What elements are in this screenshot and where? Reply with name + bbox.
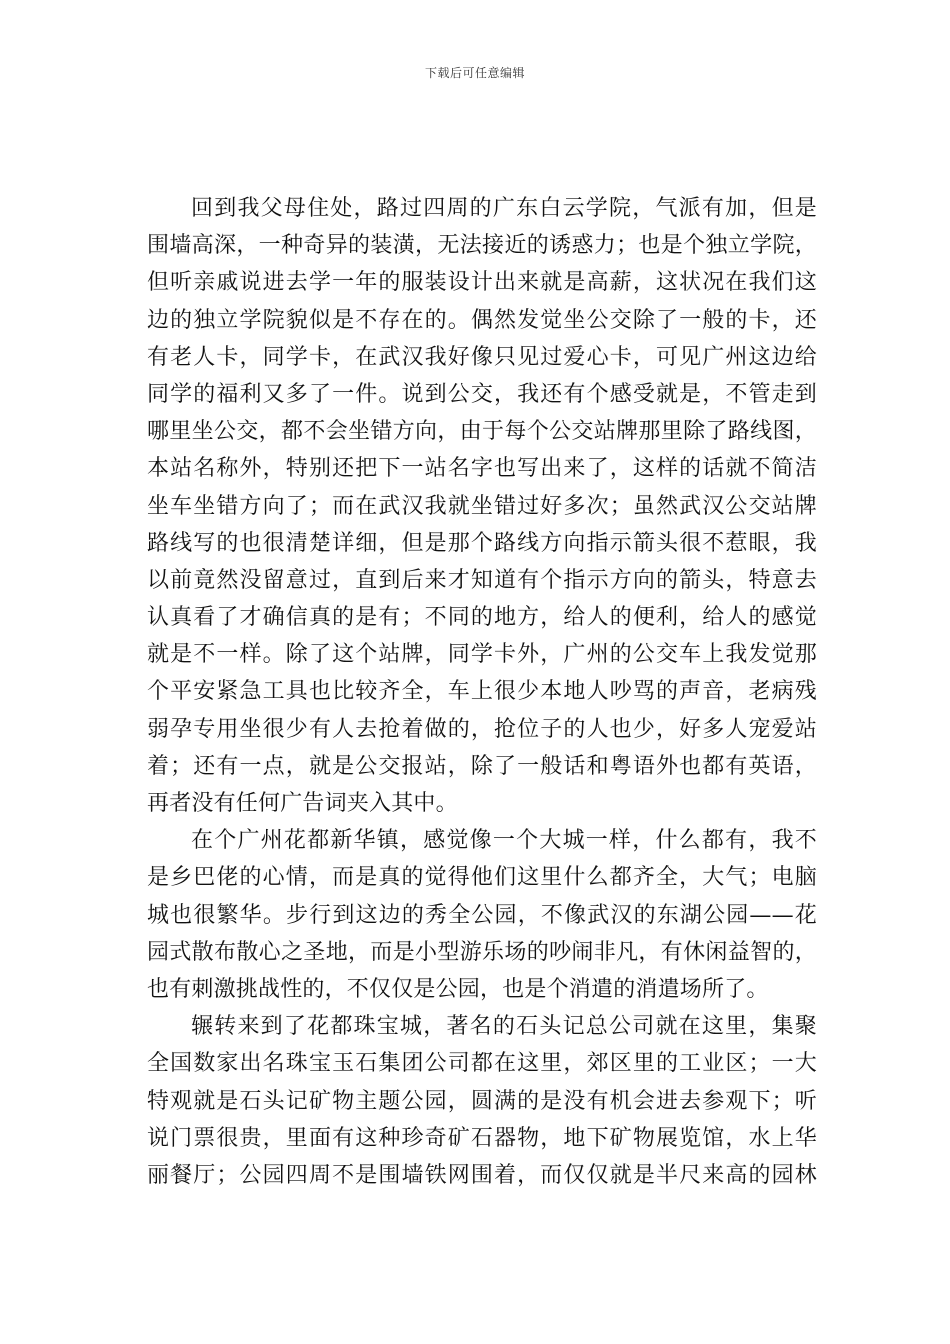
text-line: 着；还有一点，就是公交报站，除了一般话和粤语外也都有英语， [147, 753, 817, 779]
text-line: 在个广州花都新华镇，感觉像一个大城一样，什么都有，我不 [191, 828, 817, 854]
text-line: 围墙高深，一种奇异的装潢，无法接近的诱惑力；也是个独立学院， [147, 233, 817, 259]
text-line: 特观就是石头记矿物主题公园，圆满的是没有机会进去参观下；听 [147, 1088, 817, 1114]
page-header: 下载后可任意编辑 [424, 66, 525, 80]
text-line: 哪里坐公交，都不会坐错方向，由于每个公交站牌那里除了路线图， [147, 419, 817, 445]
paragraph-2 [147, 822, 817, 1008]
text-line: 以前竟然没留意过，直到后来才知道有个指示方向的箭头，特意去 [147, 567, 817, 593]
text-line: 同学的福利又多了一件。说到公交，我还有个感受就是，不管走到 [147, 381, 817, 407]
text-line: 有老人卡，同学卡，在武汉我好像只见过爱心卡，可见广州这边给 [147, 344, 817, 370]
text-line: 个平安紧急工具也比较齐全，车上很少本地人吵骂的声音，老病残 [147, 679, 817, 705]
document-body [147, 190, 817, 1194]
text-line: 园式散布散心之圣地，而是小型游乐场的吵闹非凡，有休闲益智的， [147, 939, 817, 965]
text-line: 就是不一样。除了这个站牌，同学卡外，广州的公交车上我发觉那 [147, 642, 817, 668]
text-line: 辗转来到了花都珠宝城，著名的石头记总公司就在这里，集聚 [191, 1014, 817, 1040]
text-line: 丽餐厅；公园四周不是围墙铁网围着，而仅仅就是半尺来高的园林 [147, 1162, 817, 1188]
text-line: 城也很繁华。步行到这边的秀全公园，不像武汉的东湖公园——花 [147, 902, 817, 928]
text-line: 本站名称外，特别还把下一站名字也写出来了，这样的话就不简洁 [147, 456, 817, 482]
text-line: 但听亲戚说进去学一年的服装设计出来就是高薪，这状况在我们这 [147, 270, 817, 296]
text-line: 路线写的也很清楚详细，但是那个路线方向指示箭头很不惹眼，我 [147, 530, 817, 556]
text-line: 边的独立学院貌似是不存在的。偶然发觉坐公交除了一般的卡，还 [147, 307, 817, 333]
text-line: 说门票很贵，里面有这种珍奇矿石器物，地下矿物展览馆，水上华 [147, 1125, 817, 1151]
text-line: 回到我父母住处，路过四周的广东白云学院，气派有加，但是 [191, 196, 817, 221]
text-line: 认真看了才确信真的是有；不同的地方，给人的便利，给人的感觉 [147, 605, 817, 631]
text-line: 全国数家出名珠宝玉石集团公司都在这里，郊区里的工业区；一大 [147, 1051, 817, 1077]
paragraph-1 [147, 190, 817, 822]
text-line: 坐车坐错方向了；而在武汉我就坐错过好多次；虽然武汉公交站牌 [147, 493, 817, 519]
paragraph-3 [147, 1008, 817, 1194]
text-line: 也有刺激挑战性的，不仅仅是公园，也是个消遣的消遣场所了。 [147, 976, 769, 1002]
text-line: 弱孕专用坐很少有人去抢着做的，抢位子的人也少，好多人宠爱站 [147, 716, 817, 742]
text-line: 再者没有任何广告词夹入其中。 [147, 791, 458, 816]
text-line: 是乡巴佬的心情，而是真的觉得他们这里什么都齐全，大气；电脑 [147, 865, 817, 891]
